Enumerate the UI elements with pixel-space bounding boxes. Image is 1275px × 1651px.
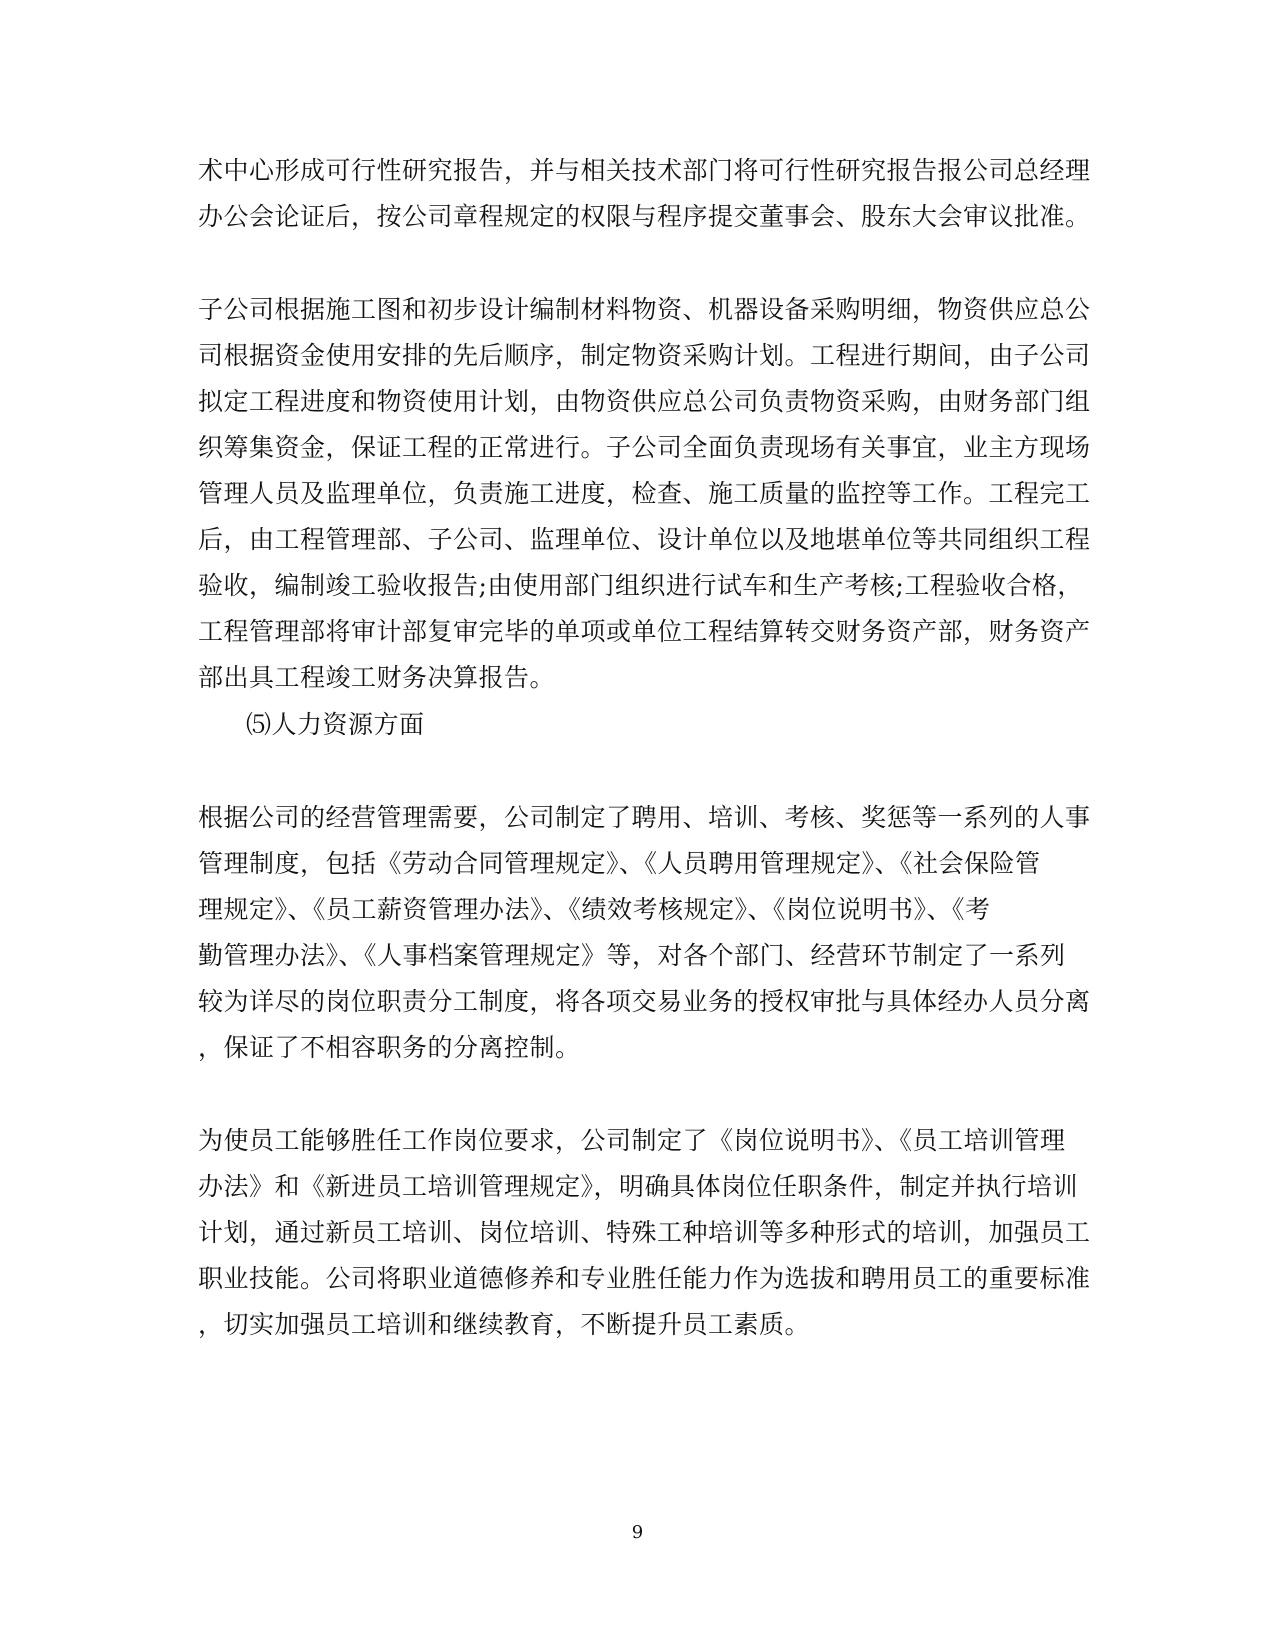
text-line: 为使员工能够胜任工作岗位要求，公司制定了《岗位说明书》、《员工培训管理 xyxy=(198,1126,1066,1155)
text-line: 较为详尽的岗位职责分工制度，将各项交易业务的授权审批与具体经办人员分离 xyxy=(198,987,1091,1016)
text-line: 理规定》、《员工薪资管理办法》、《绩效考核规定》、《岗位说明书》、《考 xyxy=(198,895,991,924)
text-line: ，切实加强员工培训和继续教育，不断提升员工素质。 xyxy=(198,1310,811,1339)
text-line: 后，由工程管理部、子公司、监理单位、设计单位以及地堪单位等共同组织工程 xyxy=(198,525,1091,554)
text-line: 部出具工程竣工财务决算报告。 xyxy=(198,663,556,692)
text-line: 术中心形成可行性研究报告，并与相关技术部门将可行性研究报告报公司总经理 xyxy=(198,156,1091,185)
text-line: 根据公司的经营管理需要，公司制定了聘用、培训、考核、奖惩等一系列的人事 xyxy=(198,803,1091,832)
text-line: 计划，通过新员工培训、岗位培训、特殊工种培训等多种形式的培训，加强员工 xyxy=(198,1218,1091,1247)
section-heading: ⑸人力资源方面 xyxy=(246,710,425,739)
text-line: 职业技能。公司将职业道德修养和专业胜任能力作为选拔和聘用员工的重要标准 xyxy=(198,1264,1091,1293)
text-line: 工程管理部将审计部复审完毕的单项或单位工程结算转交财务资产部，财务资产 xyxy=(198,617,1091,646)
text-line: 管理制度，包括《劳动合同管理规定》、《人员聘用管理规定》、《社会保险管 xyxy=(198,849,1041,878)
text-line: 办法》和《新进员工培训管理规定》，明确具体岗位任职条件，制定并执行培训 xyxy=(198,1172,1079,1201)
text-line: 子公司根据施工图和初步设计编制材料物资、机器设备采购明细，物资供应总公 xyxy=(198,295,1091,324)
text-line: 司根据资金使用安排的先后顺序，制定物资采购计划。工程进行期间，由子公司 xyxy=(198,341,1091,370)
text-line: 勤管理办法》、《人事档案管理规定》等，对各个部门、经营环节制定了一系列 xyxy=(198,941,1066,970)
text-line: ，保证了不相容职务的分离控制。 xyxy=(198,1033,581,1062)
text-line: 办公会论证后，按公司章程规定的权限与程序提交董事会、股东大会审议批准。 xyxy=(198,202,1091,231)
text-line: 织筹集资金，保证工程的正常进行。子公司全面负责现场有关事宜，业主方现场 xyxy=(198,433,1091,462)
text-line: 管理人员及监理单位，负责施工进度，检查、施工质量的监控等工作。工程完工 xyxy=(198,479,1091,508)
text-line: 验收，编制竣工验收报告;由使用部门组织进行试车和生产考核;工程验收合格， xyxy=(198,571,1083,600)
text-line: 拟定工程进度和物资使用计划，由物资供应总公司负责物资采购，由财务部门组 xyxy=(198,387,1091,416)
page-number: 9 xyxy=(631,1522,644,1543)
